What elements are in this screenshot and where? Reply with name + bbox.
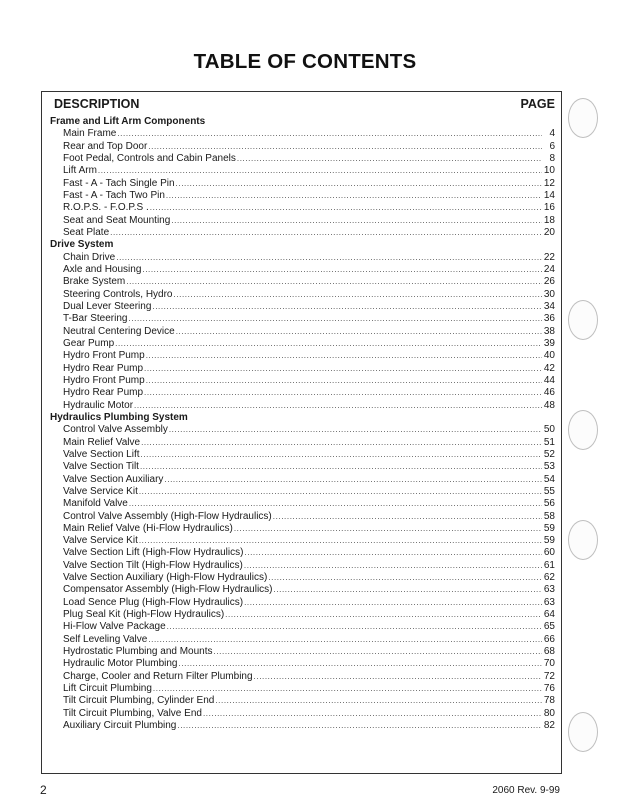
toc-entry xyxy=(50,252,555,264)
toc-entry-page: 40 xyxy=(543,350,555,362)
dot-leader xyxy=(176,326,542,338)
dot-leader xyxy=(153,683,542,695)
toc-entry xyxy=(50,350,555,362)
dot-leader xyxy=(244,547,542,559)
toc-entry xyxy=(50,424,555,436)
toc-entry xyxy=(50,202,555,214)
toc-list xyxy=(50,116,555,732)
toc-entry-page: 14 xyxy=(543,189,555,201)
dot-leader xyxy=(167,621,542,633)
toc-entry-page: 63 xyxy=(543,584,555,596)
dot-leader xyxy=(254,671,542,683)
toc-entry-label: Main Frame xyxy=(63,128,117,140)
toc-entry-page: 55 xyxy=(543,485,555,497)
toc-entry-label: Hydro Rear Pump xyxy=(63,362,144,374)
toc-entry-label: Gear Pump xyxy=(63,337,115,349)
dot-leader xyxy=(139,535,542,547)
toc-entry-label: Manifold Valve xyxy=(63,498,128,510)
dot-leader xyxy=(144,363,542,375)
toc-entry-page: 20 xyxy=(543,226,555,238)
toc-entry xyxy=(50,215,555,227)
toc-entry-label: Self Leveling Valve xyxy=(63,633,148,645)
dot-leader xyxy=(116,252,542,264)
toc-entry xyxy=(50,301,555,313)
dot-leader xyxy=(268,572,542,584)
dot-leader xyxy=(214,646,542,658)
toc-entry-label: Main Relief Valve (Hi-Flow Hydraulics) xyxy=(63,522,233,534)
toc-entry xyxy=(50,363,555,375)
toc-entry-page: 50 xyxy=(543,424,555,436)
dot-leader xyxy=(139,486,542,498)
toc-entry xyxy=(50,338,555,350)
toc-entry-page: 18 xyxy=(543,214,555,226)
toc-entry xyxy=(50,621,555,633)
toc-entry xyxy=(50,671,555,683)
description-heading: DESCRIPTION xyxy=(54,97,140,111)
binder-hole xyxy=(568,520,598,560)
binder-hole xyxy=(568,98,598,138)
toc-entry xyxy=(50,523,555,535)
toc-entry-page: 76 xyxy=(543,683,555,695)
toc-entry-page: 64 xyxy=(543,609,555,621)
toc-entry xyxy=(50,634,555,646)
toc-entry xyxy=(50,326,555,338)
toc-entry xyxy=(50,683,555,695)
toc-entry-label: Charge, Cooler and Return Filter Plumbing xyxy=(63,670,253,682)
dot-leader xyxy=(234,523,542,535)
toc-entry xyxy=(50,375,555,387)
dot-leader xyxy=(176,178,542,190)
toc-entry xyxy=(50,313,555,325)
toc-entry-page: 36 xyxy=(543,313,555,325)
toc-entry-page: 82 xyxy=(543,720,555,732)
binder-hole xyxy=(568,300,598,340)
toc-entry xyxy=(50,658,555,670)
toc-entry-page: 53 xyxy=(543,461,555,473)
toc-section-title xyxy=(50,116,555,128)
toc-entry-page: 38 xyxy=(543,325,555,337)
toc-entry-label: Fast - A - Tach Single Pin xyxy=(63,177,175,189)
toc-entry xyxy=(50,461,555,473)
toc-entry xyxy=(50,486,555,498)
toc-entry xyxy=(50,264,555,276)
toc-entry-label: Tilt Circuit Plumbing, Cylinder End xyxy=(63,695,215,707)
dot-leader xyxy=(140,461,542,473)
toc-entry-label: Hydro Front Pump xyxy=(63,350,145,362)
toc-entry-label: Compensator Assembly (High-Flow Hydraulics) xyxy=(63,584,273,596)
toc-entry-label: Lift Arm xyxy=(63,165,97,177)
dot-leader xyxy=(177,720,542,732)
toc-entry-page: 12 xyxy=(543,177,555,189)
toc-entry-label: Hydraulic Motor Plumbing xyxy=(63,658,178,670)
toc-entry xyxy=(50,511,555,523)
dot-leader xyxy=(166,190,542,202)
toc-entry-page: 44 xyxy=(543,374,555,386)
toc-entry-page: 62 xyxy=(543,572,555,584)
dot-leader xyxy=(144,387,542,399)
toc-entry-label: Control Valve Assembly xyxy=(63,424,168,436)
dot-leader xyxy=(203,708,542,720)
toc-entry xyxy=(50,153,555,165)
toc-entry-label: Steering Controls, Hydro xyxy=(63,288,173,300)
toc-entry-label: Seat Plate xyxy=(63,226,110,238)
toc-entry-label: Load Sence Plug (High-Flow Hydraulics) xyxy=(63,596,244,608)
toc-box xyxy=(41,91,562,774)
toc-entry xyxy=(50,646,555,658)
toc-entry xyxy=(50,141,555,153)
dot-leader xyxy=(152,301,542,313)
toc-entry-label: Valve Service Kit xyxy=(63,485,138,497)
dot-leader xyxy=(179,658,543,670)
dot-leader xyxy=(174,289,543,301)
toc-entry xyxy=(50,227,555,239)
toc-entry-page: 52 xyxy=(543,448,555,460)
toc-entry-label: T-Bar Steering xyxy=(63,313,128,325)
toc-entry-page: 8 xyxy=(549,152,555,164)
toc-entry-label: Hydraulic Motor xyxy=(63,399,134,411)
toc-entry-label: Valve Section Lift (High-Flow Hydraulics) xyxy=(63,547,244,559)
toc-entry xyxy=(50,597,555,609)
toc-entry xyxy=(50,720,555,732)
toc-entry-label: R.O.P.S. - F.O.P.S . xyxy=(63,202,149,214)
toc-entry-page: 24 xyxy=(543,263,555,275)
toc-entry-page: 34 xyxy=(543,300,555,312)
binder-hole xyxy=(568,410,598,450)
toc-entry-label: Hydrostatic Plumbing and Mounts xyxy=(63,646,213,658)
toc-entry-label: Valve Section Tilt xyxy=(63,461,139,473)
section-title-text: Frame and Lift Arm Components xyxy=(50,116,206,127)
toc-entry xyxy=(50,584,555,596)
toc-entry xyxy=(50,190,555,202)
toc-entry-label: Valve Section Tilt (High-Flow Hydraulics) xyxy=(63,559,243,571)
footer-revision: 2060 Rev. 9-99 xyxy=(492,785,560,796)
dot-leader xyxy=(146,350,542,362)
toc-entry xyxy=(50,165,555,177)
toc-entry xyxy=(50,474,555,486)
toc-entry-label: Tilt Circuit Plumbing, Valve End xyxy=(63,707,202,719)
dot-leader xyxy=(142,264,542,276)
dot-leader xyxy=(129,498,542,510)
toc-entry-page: 39 xyxy=(543,337,555,349)
toc-entry xyxy=(50,695,555,707)
toc-entry-page: 70 xyxy=(543,658,555,670)
dot-leader xyxy=(273,511,542,523)
footer-page-number: 2 xyxy=(40,783,47,797)
toc-entry-page: 65 xyxy=(543,621,555,633)
dot-leader xyxy=(141,437,542,449)
toc-entry-page: 42 xyxy=(543,362,555,374)
toc-entry-label: Valve Section Lift xyxy=(63,448,140,460)
toc-entry-label: Valve Service Kit xyxy=(63,535,138,547)
toc-section-title xyxy=(50,239,555,251)
toc-entry-label: Fast - A - Tach Two Pin xyxy=(63,189,165,201)
dot-leader xyxy=(274,584,542,596)
toc-entry-label: Lift Circuit Plumbing xyxy=(63,683,152,695)
toc-entry xyxy=(50,437,555,449)
toc-entry xyxy=(50,289,555,301)
dot-leader xyxy=(244,597,542,609)
toc-entry xyxy=(50,400,555,412)
dot-leader xyxy=(98,165,542,177)
toc-entry-label: Hydro Front Pump xyxy=(63,374,145,386)
toc-entry-label: Control Valve Assembly (High-Flow Hydraulics) xyxy=(63,510,272,522)
toc-entry-page: 46 xyxy=(543,387,555,399)
toc-entry-page: 4 xyxy=(549,128,555,140)
toc-entry xyxy=(50,498,555,510)
toc-entry-label: Dual Lever Steering xyxy=(63,300,152,312)
toc-entry-page: 59 xyxy=(543,535,555,547)
toc-entry xyxy=(50,708,555,720)
toc-entry-page: 59 xyxy=(543,522,555,534)
dot-leader xyxy=(110,227,542,239)
toc-section-title xyxy=(50,412,555,424)
toc-entry xyxy=(50,609,555,621)
dot-leader xyxy=(225,609,542,621)
dot-leader xyxy=(171,215,542,227)
dot-leader xyxy=(128,313,542,325)
toc-entry-page: 78 xyxy=(543,695,555,707)
toc-entry xyxy=(50,560,555,572)
dot-leader xyxy=(148,141,542,153)
toc-entry-label: Hydro Rear Pump xyxy=(63,387,144,399)
toc-entry-label: Foot Pedal, Controls and Cabin Panels xyxy=(63,152,236,164)
toc-entry xyxy=(50,387,555,399)
toc-entry-page: 60 xyxy=(543,547,555,559)
toc-entry-label: Axle and Housing xyxy=(63,263,142,275)
toc-entry-page: 10 xyxy=(543,165,555,177)
toc-entry-label: Valve Section Auxiliary xyxy=(63,473,164,485)
toc-entry xyxy=(50,547,555,559)
toc-entry-page: 51 xyxy=(543,436,555,448)
toc-entry-page: 68 xyxy=(543,646,555,658)
toc-entry-page: 80 xyxy=(543,707,555,719)
dot-leader xyxy=(215,695,542,707)
dot-leader xyxy=(244,560,542,572)
toc-entry-label: Neutral Centering Device xyxy=(63,325,175,337)
toc-entry-label: Brake System xyxy=(63,276,126,288)
page-title: TABLE OF CONTENTS xyxy=(193,50,417,73)
toc-entry-page: 61 xyxy=(543,559,555,571)
section-title-text: Drive System xyxy=(50,239,114,251)
toc-entry xyxy=(50,449,555,461)
dot-leader xyxy=(148,634,542,646)
dot-leader xyxy=(115,338,542,350)
dot-leader xyxy=(117,128,542,140)
toc-header xyxy=(54,97,555,113)
section-title-text: Hydraulics Plumbing System xyxy=(50,411,188,423)
toc-entry xyxy=(50,276,555,288)
dot-leader xyxy=(150,202,542,214)
toc-entry-page: 26 xyxy=(543,276,555,288)
toc-entry xyxy=(50,572,555,584)
toc-entry-page: 72 xyxy=(543,670,555,682)
toc-entry xyxy=(50,535,555,547)
toc-entry-label: Hi-Flow Valve Package xyxy=(63,621,166,633)
toc-entry-label: Chain Drive xyxy=(63,251,116,263)
toc-entry-page: 16 xyxy=(543,202,555,214)
toc-entry-label: Rear and Top Door xyxy=(63,140,148,152)
toc-entry-page: 22 xyxy=(543,251,555,263)
toc-entry-page: 30 xyxy=(543,288,555,300)
toc-entry-label: Main Relief Valve xyxy=(63,436,141,448)
toc-entry-label: Auxiliary Circuit Plumbing xyxy=(63,720,177,732)
dot-leader xyxy=(134,400,542,412)
toc-entry-label: Valve Section Auxiliary (High-Flow Hydraulics) xyxy=(63,572,268,584)
binder-hole xyxy=(568,712,598,752)
dot-leader xyxy=(164,474,542,486)
page-heading: PAGE xyxy=(520,97,555,111)
toc-entry-page: 6 xyxy=(549,140,555,152)
toc-entry-label: Plug Seal Kit (High-Flow Hydraulics) xyxy=(63,609,225,621)
toc-entry-page: 63 xyxy=(543,596,555,608)
toc-entry-page: 66 xyxy=(543,633,555,645)
toc-entry-page: 58 xyxy=(543,510,555,522)
toc-entry-page: 54 xyxy=(543,473,555,485)
dot-leader xyxy=(126,276,542,288)
toc-entry-page: 56 xyxy=(543,498,555,510)
dot-leader xyxy=(141,449,542,461)
toc-entry-label: Seat and Seat Mounting xyxy=(63,214,171,226)
dot-leader xyxy=(237,153,542,165)
toc-entry-page: 48 xyxy=(543,399,555,411)
dot-leader xyxy=(169,424,542,436)
toc-entry xyxy=(50,178,555,190)
dot-leader xyxy=(146,375,542,387)
toc-entry xyxy=(50,128,555,140)
